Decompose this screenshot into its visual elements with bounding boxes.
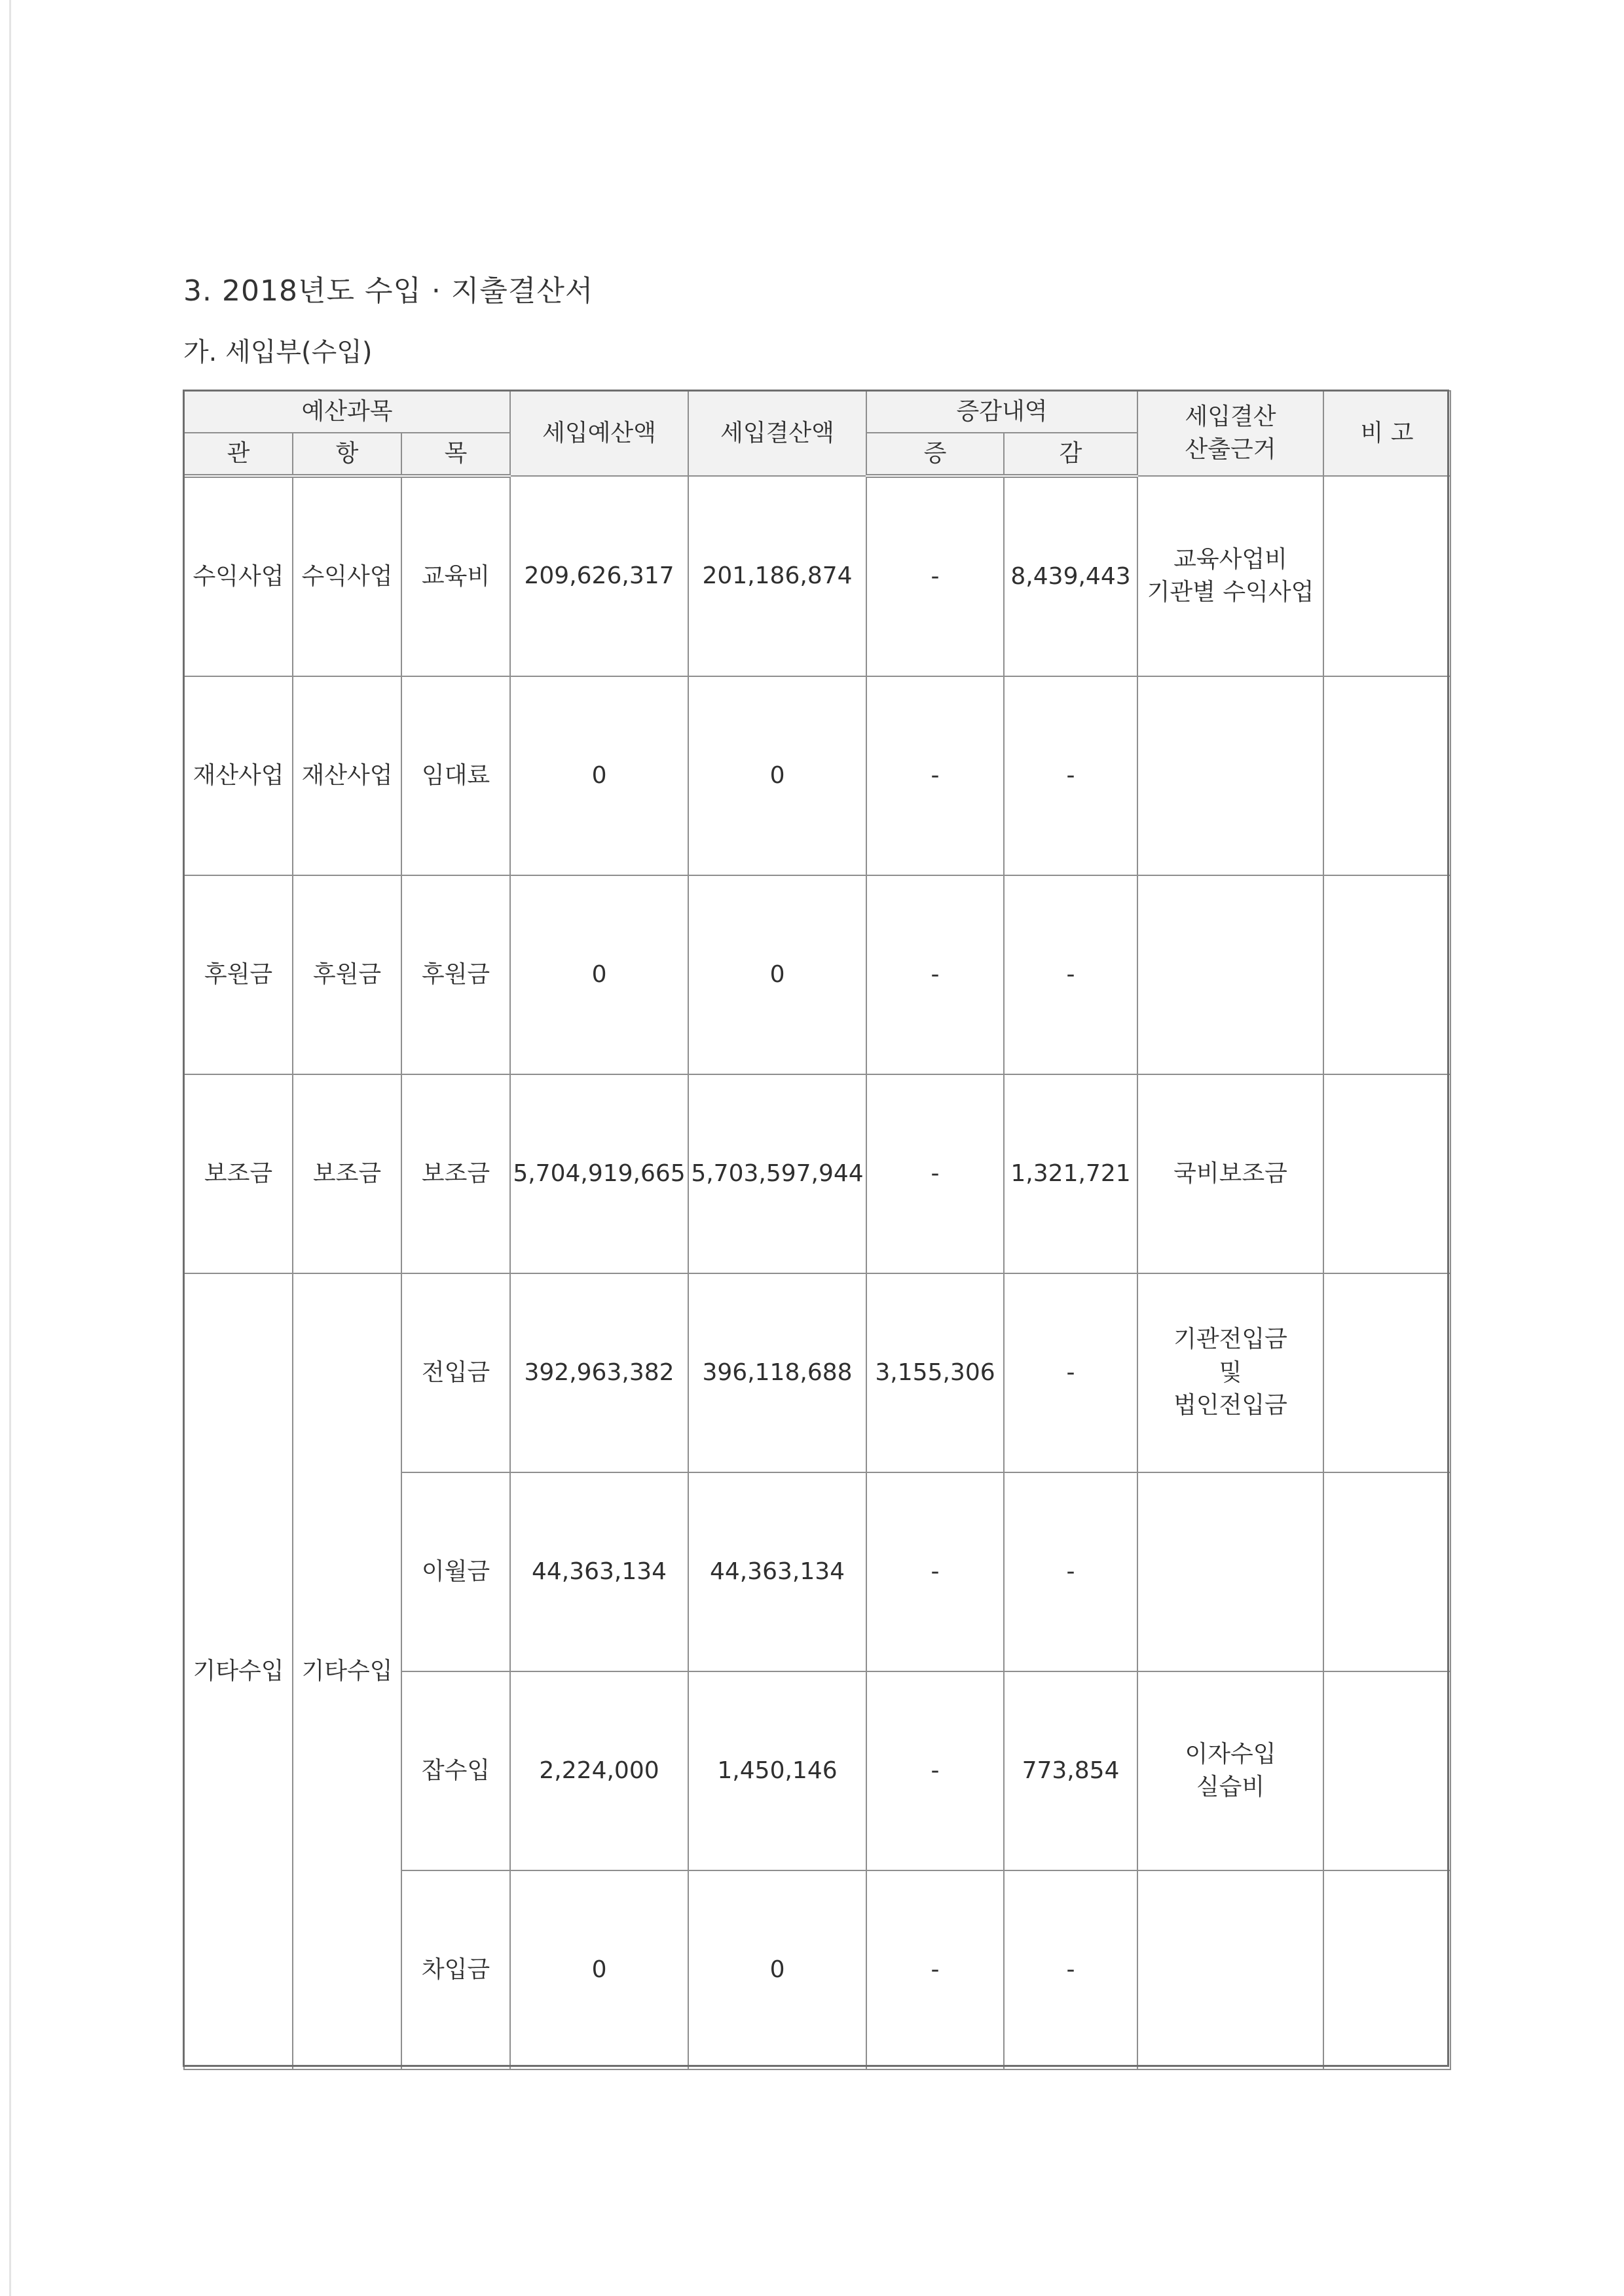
cell-decrease: 773,854 bbox=[1004, 1671, 1137, 1870]
cell-gwan: 수익사업 bbox=[184, 476, 293, 676]
cell-remarks bbox=[1323, 1273, 1450, 1472]
cell-basis bbox=[1137, 476, 1323, 676]
cell-increase: - bbox=[866, 1671, 1004, 1870]
cell-decrease: - bbox=[1004, 676, 1137, 875]
cell-mok: 차입금 bbox=[401, 1870, 510, 2069]
cell-remarks bbox=[1323, 1074, 1450, 1273]
cell-mok: 전입금 bbox=[401, 1273, 510, 1472]
cell-remarks bbox=[1323, 1870, 1450, 2069]
cell-gwan: 후원금 bbox=[184, 875, 293, 1074]
document-title: 3. 2018년도 수입 · 지출결산서 bbox=[183, 274, 594, 308]
cell-settlement: 44,363,134 bbox=[688, 1472, 866, 1671]
basis-line: 및 bbox=[1219, 1358, 1242, 1386]
revenue-settlement-table bbox=[183, 390, 1451, 2070]
cell-basis bbox=[1137, 1074, 1323, 1273]
cell-settlement: 1,450,146 bbox=[688, 1671, 866, 1870]
table-row bbox=[184, 476, 1450, 676]
page-edge-shadow bbox=[9, 0, 11, 2296]
header-settlement-amount: 세입결산액 bbox=[688, 391, 866, 476]
cell-mok: 임대료 bbox=[401, 676, 510, 875]
cell-decrease: - bbox=[1004, 1870, 1137, 2069]
cell-basis bbox=[1137, 1273, 1323, 1472]
header-decrease: 감 bbox=[1004, 433, 1137, 476]
cell-settlement: 396,118,688 bbox=[688, 1273, 866, 1472]
cell-mok: 후원금 bbox=[401, 875, 510, 1074]
header-basis bbox=[1137, 391, 1323, 476]
cell-basis bbox=[1137, 1870, 1323, 2069]
header-gwan: 관 bbox=[184, 433, 293, 476]
table-row bbox=[184, 1273, 1450, 1472]
cell-remarks bbox=[1323, 476, 1450, 676]
basis-line: 실습비 bbox=[1196, 1774, 1265, 1800]
basis-line: 법인전입금 bbox=[1173, 1392, 1287, 1419]
cell-budget: 5,704,919,665 bbox=[510, 1074, 688, 1273]
cell-budget: 209,626,317 bbox=[510, 476, 688, 676]
header-row-1 bbox=[184, 391, 1450, 433]
cell-remarks bbox=[1323, 875, 1450, 1074]
cell-basis bbox=[1137, 1472, 1323, 1671]
cell-budget: 0 bbox=[510, 676, 688, 875]
cell-gwan: 보조금 bbox=[184, 1074, 293, 1273]
cell-settlement: 5,703,597,944 bbox=[688, 1074, 866, 1273]
cell-gwan: 재산사업 bbox=[184, 676, 293, 875]
table-row bbox=[184, 676, 1450, 875]
cell-settlement: 0 bbox=[688, 676, 866, 875]
table-body bbox=[184, 391, 1450, 2069]
header-basis-line2: 산출근거 bbox=[1185, 436, 1276, 463]
cell-hang: 기타수입 bbox=[293, 1273, 401, 2069]
cell-increase: - bbox=[866, 875, 1004, 1074]
basis-line: 교육사업비 bbox=[1173, 545, 1287, 573]
section-subtitle: 가. 세입부(수입) bbox=[183, 337, 373, 367]
cell-decrease: - bbox=[1004, 1273, 1137, 1472]
cell-mok: 보조금 bbox=[401, 1074, 510, 1273]
table-row bbox=[184, 875, 1450, 1074]
header-budget-amount: 세입예산액 bbox=[510, 391, 688, 476]
cell-basis bbox=[1137, 875, 1323, 1074]
cell-increase: - bbox=[866, 1472, 1004, 1671]
cell-increase: 3,155,306 bbox=[866, 1273, 1004, 1472]
cell-increase: - bbox=[866, 1870, 1004, 2069]
cell-gwan: 기타수입 bbox=[184, 1273, 293, 2069]
cell-basis bbox=[1137, 676, 1323, 875]
cell-hang: 후원금 bbox=[293, 875, 401, 1074]
cell-hang: 재산사업 bbox=[293, 676, 401, 875]
cell-budget: 44,363,134 bbox=[510, 1472, 688, 1671]
basis-line: 기관전입금 bbox=[1173, 1326, 1287, 1353]
header-mok: 목 bbox=[401, 433, 510, 476]
basis-line: 국비보조금 bbox=[1173, 1159, 1287, 1187]
cell-increase: - bbox=[866, 476, 1004, 676]
cell-increase: - bbox=[866, 1074, 1004, 1273]
cell-increase: - bbox=[866, 676, 1004, 875]
cell-decrease: 1,321,721 bbox=[1004, 1074, 1137, 1273]
cell-decrease: - bbox=[1004, 1472, 1137, 1671]
cell-budget: 0 bbox=[510, 1870, 688, 2069]
cell-settlement: 0 bbox=[688, 1870, 866, 2069]
cell-decrease: 8,439,443 bbox=[1004, 476, 1137, 676]
header-remarks: 비 고 bbox=[1323, 391, 1450, 476]
cell-remarks bbox=[1323, 1671, 1450, 1870]
cell-settlement: 0 bbox=[688, 875, 866, 1074]
header-hang: 항 bbox=[293, 433, 401, 476]
cell-budget: 0 bbox=[510, 875, 688, 1074]
cell-budget: 2,224,000 bbox=[510, 1671, 688, 1870]
basis-line: 이자수입 bbox=[1185, 1740, 1276, 1768]
header-basis-line1: 세입결산 bbox=[1185, 403, 1276, 430]
basis-line: 기관별 수익사업 bbox=[1147, 579, 1314, 606]
cell-hang: 보조금 bbox=[293, 1074, 401, 1273]
cell-settlement: 201,186,874 bbox=[688, 476, 866, 676]
cell-budget: 392,963,382 bbox=[510, 1273, 688, 1472]
cell-hang: 수익사업 bbox=[293, 476, 401, 676]
header-budget-subject: 예산과목 bbox=[184, 391, 510, 433]
table-row bbox=[184, 1074, 1450, 1273]
cell-remarks bbox=[1323, 676, 1450, 875]
cell-decrease: - bbox=[1004, 875, 1137, 1074]
header-change: 증감내역 bbox=[866, 391, 1137, 433]
cell-mok: 교육비 bbox=[401, 476, 510, 676]
cell-mok: 잡수입 bbox=[401, 1671, 510, 1870]
header-increase: 증 bbox=[866, 433, 1004, 476]
cell-remarks bbox=[1323, 1472, 1450, 1671]
cell-mok: 이월금 bbox=[401, 1472, 510, 1671]
cell-basis bbox=[1137, 1671, 1323, 1870]
